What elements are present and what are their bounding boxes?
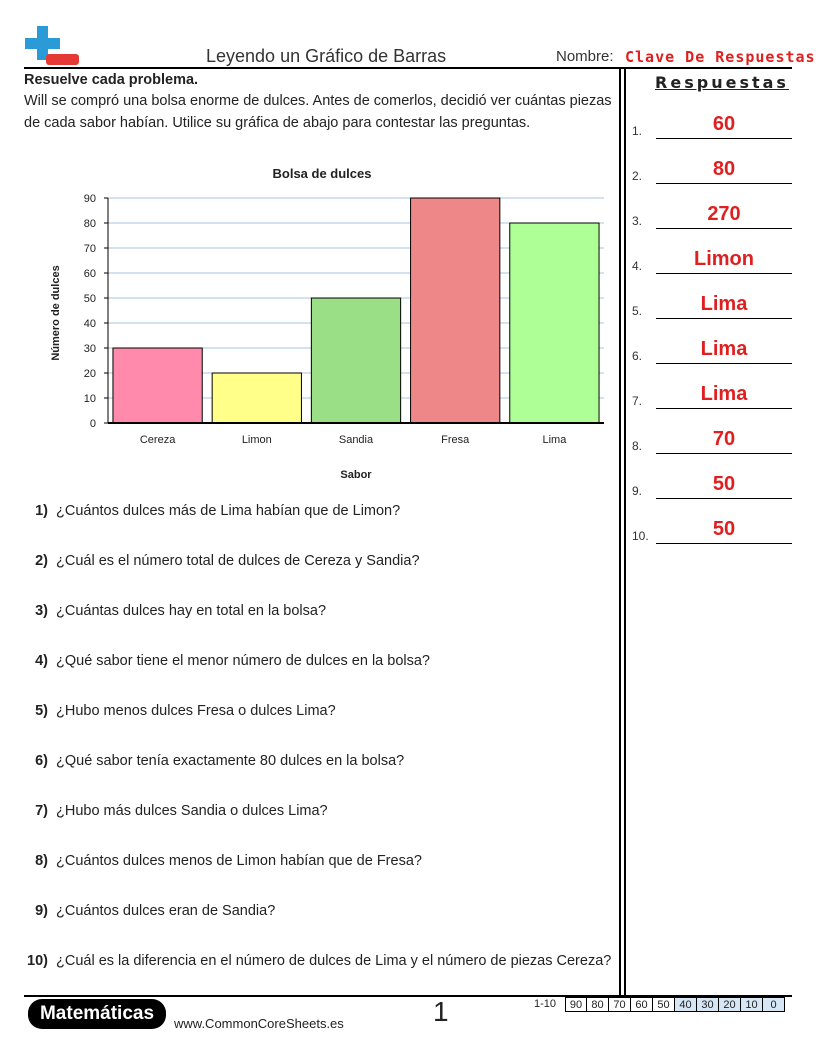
answer-number: 1. xyxy=(632,124,643,138)
minus-icon xyxy=(46,54,79,65)
answer-line xyxy=(656,183,792,184)
answer-value: Lima xyxy=(700,338,748,360)
instructions-text: Will se compró una bolsa enorme de dulces. Antes de comerlos, decidió ver cuántas piezas de cada sabor habían. Utilice su gráfica de abajo para contestar las preguntas. xyxy=(24,93,612,131)
answer-number: 5. xyxy=(632,304,643,318)
score-cell: 70 xyxy=(609,997,631,1012)
question-number: 1) xyxy=(35,503,48,519)
answer-line xyxy=(656,363,792,364)
question-item xyxy=(14,752,616,770)
question-item xyxy=(14,652,616,670)
answer-number: 3. xyxy=(632,214,643,228)
instructions-heading: Resuelve cada problema. xyxy=(24,72,199,88)
question-text: ¿Hubo más dulces Sandia o dulces Lima? xyxy=(56,803,328,819)
answer-number: 10. xyxy=(632,529,649,543)
question-item xyxy=(14,702,616,720)
question-number: 9) xyxy=(35,903,48,919)
question-item xyxy=(14,902,616,920)
question-number: 10) xyxy=(27,953,48,969)
y-tick-label: 0 xyxy=(89,418,96,430)
question-item xyxy=(14,552,616,570)
math-logo xyxy=(24,24,80,68)
score-cell: 10 xyxy=(741,997,763,1012)
y-tick-label: 40 xyxy=(83,318,96,330)
question-text: ¿Cuántas dulces hay en total en la bolsa? xyxy=(56,603,327,619)
answer-value: Lima xyxy=(700,383,748,405)
question-item xyxy=(14,802,616,820)
answer-value: 80 xyxy=(712,158,736,180)
answer-number: 2. xyxy=(632,169,643,183)
score-range-label: 1-10 xyxy=(534,998,557,1010)
y-tick-label: 80 xyxy=(83,218,96,230)
answer-value: 270 xyxy=(707,203,741,225)
score-cell: 0 xyxy=(763,997,785,1012)
answer-number: 9. xyxy=(632,484,643,498)
y-tick-label: 90 xyxy=(83,193,96,205)
name-label: Nombre: xyxy=(556,48,614,65)
plus-icon-horizontal xyxy=(25,38,60,49)
answers-title: Respuestas xyxy=(655,73,789,92)
score-cell: 20 xyxy=(719,997,741,1012)
answer-number: 7. xyxy=(632,394,643,408)
answer-number: 6. xyxy=(632,349,643,363)
y-tick-label: 70 xyxy=(83,243,96,255)
x-tick-label: Cereza xyxy=(139,434,176,446)
question-text: ¿Cuántos dulces eran de Sandia? xyxy=(56,903,276,919)
question-item xyxy=(14,602,616,620)
bar-cereza xyxy=(113,348,202,423)
answer-line xyxy=(656,228,792,229)
y-tick-label: 20 xyxy=(83,368,96,380)
score-cell: 80 xyxy=(587,997,609,1012)
y-tick-label: 30 xyxy=(83,343,96,355)
score-cell: 90 xyxy=(565,997,587,1012)
x-axis-title: Sabor xyxy=(340,469,372,481)
answer-line xyxy=(656,498,792,499)
bar-chart xyxy=(40,185,620,485)
answer-value: 50 xyxy=(712,473,736,495)
answer-line xyxy=(656,273,792,274)
question-number: 4) xyxy=(35,653,48,669)
question-text: ¿Cuántos dulces menos de Limon habían que de Fresa? xyxy=(56,853,422,869)
bar-lima xyxy=(510,223,599,423)
page-number: 1 xyxy=(433,996,449,1027)
question-text: ¿Hubo menos dulces Fresa o dulces Lima? xyxy=(56,703,336,719)
answer-line xyxy=(656,453,792,454)
question-item xyxy=(14,952,616,970)
page-title: Leyendo un Gráfico de Barras xyxy=(206,46,447,66)
question-number: 3) xyxy=(35,603,48,619)
question-text: ¿Qué sabor tenía exactamente 80 dulces en la bolsa? xyxy=(56,753,405,769)
y-tick-label: 60 xyxy=(83,268,96,280)
question-item xyxy=(14,852,616,870)
chart-bars xyxy=(113,198,599,423)
question-number: 2) xyxy=(35,553,48,569)
question-text: ¿Cuántos dulces más de Lima habían que de Limon? xyxy=(56,503,401,519)
bar-fresa xyxy=(411,198,500,423)
answer-value: Lima xyxy=(700,293,748,315)
answer-line xyxy=(656,543,792,544)
answer-line xyxy=(656,138,792,139)
question-text: ¿Qué sabor tiene el menor número de dulces en la bolsa? xyxy=(56,653,430,669)
footer-url[interactable]: www.CommonCoreSheets.es xyxy=(174,1016,344,1031)
answer-line xyxy=(656,408,792,409)
name-value: Clave De Respuestas xyxy=(625,48,816,66)
y-axis-title: Número de dulces xyxy=(50,265,62,361)
score-table xyxy=(565,997,785,1013)
score-cell: 40 xyxy=(675,997,697,1012)
answer-value: 60 xyxy=(712,113,736,135)
question-number: 8) xyxy=(35,853,48,869)
y-tick-label: 50 xyxy=(83,293,96,305)
subject-badge: Matemáticas xyxy=(28,999,166,1029)
header-divider xyxy=(24,67,792,69)
answer-value: 50 xyxy=(712,518,736,540)
x-tick-label: Fresa xyxy=(441,434,470,446)
bar-limon xyxy=(212,373,301,423)
answer-number: 8. xyxy=(632,439,643,453)
score-cell: 60 xyxy=(631,997,653,1012)
answer-panel-divider-right xyxy=(624,69,626,995)
x-tick-label: Lima xyxy=(542,434,567,446)
score-cell: 50 xyxy=(653,997,675,1012)
question-number: 6) xyxy=(35,753,48,769)
question-number: 5) xyxy=(35,703,48,719)
x-tick-label: Sandia xyxy=(338,434,374,446)
y-tick-label: 10 xyxy=(83,393,96,405)
answer-line xyxy=(656,318,792,319)
question-number: 7) xyxy=(35,803,48,819)
answer-value: 70 xyxy=(712,428,736,450)
question-text: ¿Cuál es el número total de dulces de Cereza y Sandia? xyxy=(56,553,420,569)
question-item xyxy=(14,502,616,520)
chart-title: Bolsa de dulces xyxy=(272,166,372,181)
x-tick-label: Limon xyxy=(241,434,272,446)
answer-value: Limon xyxy=(694,248,754,270)
bar-sandia xyxy=(311,298,400,423)
question-text: ¿Cuál es la diferencia en el número de dulces de Lima y el número de piezas Cereza? xyxy=(56,953,612,969)
score-cell: 30 xyxy=(697,997,719,1012)
answer-number: 4. xyxy=(632,259,643,273)
